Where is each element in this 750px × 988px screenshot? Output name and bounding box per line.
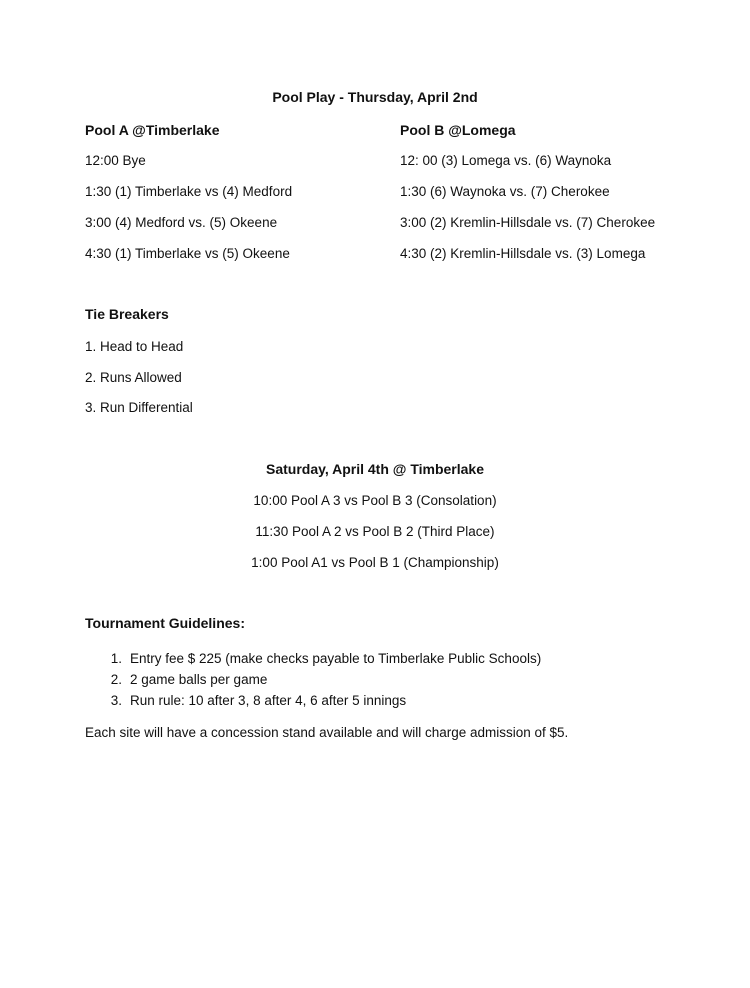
- tie-breaker-item: 3. Run Differential: [85, 400, 193, 415]
- guideline-number: 2.: [110, 672, 122, 687]
- pool-b-heading: Pool B @Lomega: [400, 122, 516, 138]
- pool-play-title: Pool Play - Thursday, April 2nd: [272, 89, 478, 105]
- pool-b-game: 3:00 (2) Kremlin-Hillsdale vs. (7) Cherokee: [400, 215, 656, 230]
- guideline-text: 2 game balls per game: [130, 672, 268, 687]
- tie-breakers-heading: Tie Breakers: [85, 306, 169, 322]
- guideline-number: 1.: [110, 651, 122, 666]
- pool-a-game: 12:00 Bye: [85, 153, 146, 168]
- guidelines-list: [85, 648, 541, 711]
- footer-note: Each site will have a concession stand available and will charge admission of $5.: [85, 725, 569, 740]
- saturday-game: 11:30 Pool A 2 vs Pool B 2 (Third Place): [255, 524, 495, 539]
- guideline-text: Run rule: 10 after 3, 8 after 4, 6 after 5 innings: [130, 693, 407, 708]
- guideline-item: [85, 690, 541, 711]
- pool-a-game: 4:30 (1) Timberlake vs (5) Okeene: [85, 246, 290, 261]
- tie-breaker-item: 2. Runs Allowed: [85, 370, 182, 385]
- pool-a-game: 1:30 (1) Timberlake vs (4) Medford: [85, 184, 293, 199]
- guideline-item: [85, 669, 541, 690]
- pool-b-game: 12: 00 (3) Lomega vs. (6) Waynoka: [400, 153, 612, 168]
- tie-breaker-item: 1. Head to Head: [85, 339, 184, 354]
- pool-b-game: 1:30 (6) Waynoka vs. (7) Cherokee: [400, 184, 610, 199]
- saturday-game: 1:00 Pool A1 vs Pool B 1 (Championship): [251, 555, 499, 570]
- pool-a-game: 3:00 (4) Medford vs. (5) Okeene: [85, 215, 278, 230]
- guideline-item: [85, 648, 541, 669]
- pool-b-game: 4:30 (2) Kremlin-Hillsdale vs. (3) Lomega: [400, 246, 646, 261]
- guidelines-heading: Tournament Guidelines:: [85, 615, 245, 631]
- pool-a-heading: Pool A @Timberlake: [85, 122, 220, 138]
- guideline-text: Entry fee $ 225 (make checks payable to Timberlake Public Schools): [130, 651, 542, 666]
- saturday-title: Saturday, April 4th @ Timberlake: [265, 461, 484, 477]
- guideline-number: 3.: [110, 693, 122, 708]
- saturday-game: 10:00 Pool A 3 vs Pool B 3 (Consolation): [253, 493, 497, 508]
